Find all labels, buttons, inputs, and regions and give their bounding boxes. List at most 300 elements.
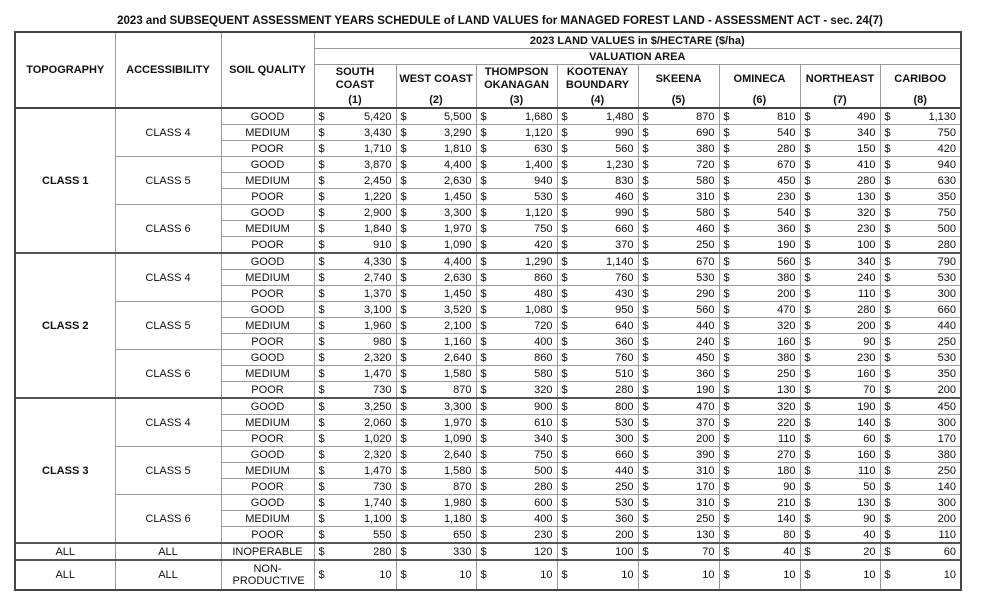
currency-symbol: $ — [396, 511, 410, 527]
currency-symbol: $ — [880, 479, 894, 495]
land-value-cell: 810 — [733, 108, 800, 125]
currency-symbol: $ — [314, 527, 328, 544]
soil-quality-cell: GOOD — [221, 495, 314, 511]
land-value-cell: 340 — [814, 125, 880, 141]
land-value-cell: 900 — [490, 398, 557, 415]
land-value-cell: 100 — [571, 543, 638, 560]
currency-symbol: $ — [880, 560, 894, 590]
land-value-cell: 1,450 — [410, 286, 476, 302]
currency-symbol: $ — [880, 221, 894, 237]
area-header — [880, 65, 961, 94]
land-value-cell: 280 — [571, 382, 638, 399]
land-value-cell: 370 — [571, 237, 638, 254]
currency-symbol: $ — [314, 560, 328, 590]
land-value-cell: 540 — [733, 125, 800, 141]
currency-symbol: $ — [476, 560, 490, 590]
currency-symbol: $ — [719, 173, 733, 189]
land-value-cell: 860 — [490, 270, 557, 286]
currency-symbol: $ — [557, 560, 571, 590]
land-value-cell: 1,810 — [410, 141, 476, 157]
land-value-cell: 1,580 — [410, 463, 476, 479]
currency-symbol: $ — [880, 334, 894, 350]
currency-symbol: $ — [719, 189, 733, 205]
currency-symbol: $ — [638, 366, 652, 382]
currency-symbol: $ — [396, 350, 410, 366]
currency-symbol: $ — [557, 253, 571, 270]
currency-symbol: $ — [557, 125, 571, 141]
soil-quality-cell: POOR — [221, 189, 314, 205]
soil-quality-cell: GOOD — [221, 253, 314, 270]
currency-symbol: $ — [880, 286, 894, 302]
currency-symbol: $ — [800, 334, 814, 350]
land-value-cell: 1,970 — [410, 221, 476, 237]
soil-quality-cell: MEDIUM — [221, 125, 314, 141]
currency-symbol: $ — [880, 270, 894, 286]
land-value-cell: 990 — [571, 125, 638, 141]
currency-symbol: $ — [396, 415, 410, 431]
land-value-cell: 530 — [490, 189, 557, 205]
table-row — [15, 398, 961, 415]
land-value-cell: 200 — [652, 431, 719, 447]
currency-symbol: $ — [800, 527, 814, 544]
table-row — [15, 495, 961, 511]
currency-symbol: $ — [638, 543, 652, 560]
accessibility-cell: CLASS 5 — [115, 447, 221, 495]
header-valuation-area: VALUATION AREA — [314, 49, 961, 65]
land-value-cell: 500 — [894, 221, 961, 237]
land-value-cell: 280 — [894, 237, 961, 254]
currency-symbol: $ — [314, 366, 328, 382]
land-value-cell: 750 — [894, 125, 961, 141]
currency-symbol: $ — [314, 543, 328, 560]
header-topography: TOPOGRAPHY — [15, 32, 115, 108]
currency-symbol: $ — [638, 157, 652, 173]
currency-symbol: $ — [557, 479, 571, 495]
land-value-cell: 580 — [652, 173, 719, 189]
land-value-cell: 320 — [490, 382, 557, 399]
land-value-cell: 1,370 — [328, 286, 396, 302]
land-value-cell: 130 — [814, 495, 880, 511]
currency-symbol: $ — [880, 415, 894, 431]
land-value-cell: 3,250 — [328, 398, 396, 415]
currency-symbol: $ — [396, 221, 410, 237]
soil-quality-cell: MEDIUM — [221, 415, 314, 431]
land-value-cell: 310 — [652, 495, 719, 511]
land-value-cell: 320 — [733, 318, 800, 334]
currency-symbol: $ — [800, 463, 814, 479]
land-value-cell: 830 — [571, 173, 638, 189]
currency-symbol: $ — [719, 350, 733, 366]
land-value-cell: 720 — [490, 318, 557, 334]
currency-symbol: $ — [880, 318, 894, 334]
currency-symbol: $ — [719, 270, 733, 286]
table-row — [15, 302, 961, 318]
land-value-cell: 110 — [733, 431, 800, 447]
currency-symbol: $ — [557, 527, 571, 544]
land-value-cell: 580 — [490, 366, 557, 382]
land-value-cell: 720 — [652, 157, 719, 173]
soil-quality-cell: GOOD — [221, 398, 314, 415]
accessibility-cell: ALL — [115, 543, 221, 560]
currency-symbol: $ — [800, 253, 814, 270]
currency-symbol: $ — [880, 511, 894, 527]
currency-symbol: $ — [800, 495, 814, 511]
area-number: (4) — [557, 93, 638, 108]
soil-quality-cell: GOOD — [221, 350, 314, 366]
land-value-cell: 80 — [733, 527, 800, 544]
currency-symbol: $ — [638, 141, 652, 157]
land-value-cell: 300 — [894, 495, 961, 511]
land-value-cell: 360 — [571, 511, 638, 527]
land-value-cell: 290 — [652, 286, 719, 302]
land-value-cell: 60 — [894, 543, 961, 560]
land-value-cell: 400 — [490, 334, 557, 350]
land-values-table — [14, 31, 962, 591]
land-value-cell: 370 — [652, 415, 719, 431]
land-value-cell: 230 — [814, 221, 880, 237]
currency-symbol: $ — [476, 173, 490, 189]
land-value-cell: 300 — [894, 286, 961, 302]
currency-symbol: $ — [638, 495, 652, 511]
currency-symbol: $ — [638, 350, 652, 366]
currency-symbol: $ — [476, 479, 490, 495]
area-number: (2) — [396, 93, 476, 108]
currency-symbol: $ — [638, 527, 652, 544]
currency-symbol: $ — [638, 398, 652, 415]
land-value-cell: 280 — [814, 173, 880, 189]
land-value-cell: 10 — [652, 560, 719, 590]
land-value-cell: 530 — [652, 270, 719, 286]
land-value-cell: 230 — [490, 527, 557, 544]
land-value-cell: 550 — [328, 527, 396, 544]
land-value-cell: 190 — [814, 398, 880, 415]
currency-symbol: $ — [396, 108, 410, 125]
land-value-cell: 990 — [571, 205, 638, 221]
area-header — [719, 65, 800, 94]
currency-symbol: $ — [476, 415, 490, 431]
currency-symbol: $ — [396, 286, 410, 302]
land-value-cell: 310 — [652, 463, 719, 479]
land-value-cell: 380 — [652, 141, 719, 157]
land-value-cell: 1,160 — [410, 334, 476, 350]
land-value-cell: 230 — [733, 189, 800, 205]
currency-symbol: $ — [476, 302, 490, 318]
currency-symbol: $ — [476, 334, 490, 350]
land-value-cell: 670 — [733, 157, 800, 173]
land-value-cell: 240 — [814, 270, 880, 286]
currency-symbol: $ — [638, 189, 652, 205]
currency-symbol: $ — [476, 286, 490, 302]
currency-symbol: $ — [557, 350, 571, 366]
currency-symbol: $ — [800, 398, 814, 415]
currency-symbol: $ — [880, 543, 894, 560]
currency-symbol: $ — [719, 366, 733, 382]
currency-symbol: $ — [880, 237, 894, 254]
currency-symbol: $ — [800, 125, 814, 141]
land-value-cell: 200 — [571, 527, 638, 544]
land-value-cell: 760 — [571, 270, 638, 286]
currency-symbol: $ — [800, 415, 814, 431]
land-value-cell: 1,220 — [328, 189, 396, 205]
currency-symbol: $ — [396, 141, 410, 157]
currency-symbol: $ — [396, 189, 410, 205]
land-value-cell: 1,740 — [328, 495, 396, 511]
land-value-cell: 250 — [652, 511, 719, 527]
currency-symbol: $ — [314, 189, 328, 205]
header-accessibility: ACCESSIBILITY — [115, 32, 221, 108]
area-name-line1: CARIBOO — [894, 72, 947, 85]
currency-symbol: $ — [557, 447, 571, 463]
currency-symbol: $ — [800, 189, 814, 205]
land-value-cell: 560 — [652, 302, 719, 318]
land-value-cell: 530 — [571, 415, 638, 431]
land-value-cell: 440 — [652, 318, 719, 334]
currency-symbol: $ — [719, 398, 733, 415]
soil-quality-cell: GOOD — [221, 302, 314, 318]
table-row — [15, 205, 961, 221]
currency-symbol: $ — [557, 398, 571, 415]
accessibility-cell: CLASS 6 — [115, 205, 221, 254]
land-value-cell: 250 — [894, 334, 961, 350]
land-value-cell: 300 — [894, 415, 961, 431]
currency-symbol: $ — [476, 318, 490, 334]
land-value-cell: 1,480 — [571, 108, 638, 125]
currency-symbol: $ — [880, 157, 894, 173]
land-value-cell: 1,090 — [410, 431, 476, 447]
currency-symbol: $ — [800, 560, 814, 590]
land-value-cell: 3,300 — [410, 205, 476, 221]
land-value-cell: 120 — [490, 543, 557, 560]
land-value-cell: 200 — [733, 286, 800, 302]
land-value-cell: 10 — [328, 560, 396, 590]
currency-symbol: $ — [638, 318, 652, 334]
currency-symbol: $ — [476, 237, 490, 254]
currency-symbol: $ — [557, 431, 571, 447]
currency-symbol: $ — [800, 270, 814, 286]
currency-symbol: $ — [476, 511, 490, 527]
land-value-cell: 450 — [652, 350, 719, 366]
currency-symbol: $ — [557, 366, 571, 382]
land-value-cell: 490 — [814, 108, 880, 125]
land-value-cell: 280 — [814, 302, 880, 318]
currency-symbol: $ — [638, 302, 652, 318]
currency-symbol: $ — [719, 495, 733, 511]
currency-symbol: $ — [880, 205, 894, 221]
currency-symbol: $ — [638, 253, 652, 270]
land-value-cell: 40 — [733, 543, 800, 560]
currency-symbol: $ — [557, 318, 571, 334]
soil-quality-cell: GOOD — [221, 108, 314, 125]
currency-symbol: $ — [557, 205, 571, 221]
area-number: (3) — [476, 93, 557, 108]
currency-symbol: $ — [396, 366, 410, 382]
land-value-cell: 110 — [814, 286, 880, 302]
currency-symbol: $ — [557, 108, 571, 125]
currency-symbol: $ — [314, 511, 328, 527]
area-number: (7) — [800, 93, 880, 108]
land-value-cell: 650 — [410, 527, 476, 544]
currency-symbol: $ — [880, 366, 894, 382]
land-value-cell: 410 — [814, 157, 880, 173]
currency-symbol: $ — [880, 527, 894, 544]
table-row — [15, 157, 961, 173]
currency-symbol: $ — [476, 543, 490, 560]
land-value-cell: 4,330 — [328, 253, 396, 270]
land-value-cell: 240 — [652, 334, 719, 350]
land-value-cell: 1,960 — [328, 318, 396, 334]
land-value-cell: 420 — [894, 141, 961, 157]
currency-symbol: $ — [314, 253, 328, 270]
area-header — [314, 65, 396, 94]
land-value-cell: 940 — [490, 173, 557, 189]
land-value-cell: 1,290 — [490, 253, 557, 270]
currency-symbol: $ — [476, 447, 490, 463]
land-value-cell: 70 — [652, 543, 719, 560]
currency-symbol: $ — [880, 173, 894, 189]
currency-symbol: $ — [880, 398, 894, 415]
currency-symbol: $ — [638, 270, 652, 286]
area-header — [638, 65, 719, 94]
area-name-line2: COAST — [335, 79, 375, 91]
currency-symbol: $ — [719, 334, 733, 350]
land-value-cell: 1,680 — [490, 108, 557, 125]
land-value-cell: 1,230 — [571, 157, 638, 173]
land-value-cell: 530 — [894, 350, 961, 366]
land-value-cell: 160 — [733, 334, 800, 350]
soil-quality-cell: POOR — [221, 382, 314, 399]
currency-symbol: $ — [396, 205, 410, 221]
table-row — [15, 108, 961, 125]
land-value-cell: 470 — [733, 302, 800, 318]
accessibility-cell: CLASS 4 — [115, 398, 221, 447]
land-value-cell: 1,450 — [410, 189, 476, 205]
currency-symbol: $ — [800, 366, 814, 382]
land-value-cell: 160 — [814, 366, 880, 382]
currency-symbol: $ — [557, 334, 571, 350]
land-value-cell: 1,120 — [490, 205, 557, 221]
currency-symbol: $ — [476, 431, 490, 447]
land-value-cell: 730 — [328, 382, 396, 399]
land-value-cell: 610 — [490, 415, 557, 431]
land-value-cell: 130 — [814, 189, 880, 205]
land-value-cell: 1,980 — [410, 495, 476, 511]
land-value-cell: 2,630 — [410, 270, 476, 286]
area-name-line2: OKANAGAN — [484, 79, 549, 91]
currency-symbol: $ — [880, 431, 894, 447]
land-value-cell: 2,060 — [328, 415, 396, 431]
land-value-cell: 10 — [894, 560, 961, 590]
land-value-cell: 340 — [814, 253, 880, 270]
currency-symbol: $ — [638, 286, 652, 302]
land-value-cell: 450 — [733, 173, 800, 189]
land-value-cell: 980 — [328, 334, 396, 350]
currency-symbol: $ — [719, 108, 733, 125]
soil-quality-cell: GOOD — [221, 447, 314, 463]
currency-symbol: $ — [557, 495, 571, 511]
land-value-cell: 170 — [894, 431, 961, 447]
currency-symbol: $ — [314, 237, 328, 254]
currency-symbol: $ — [719, 302, 733, 318]
land-value-cell: 360 — [733, 221, 800, 237]
currency-symbol: $ — [396, 560, 410, 590]
currency-symbol: $ — [314, 173, 328, 189]
currency-symbol: $ — [800, 447, 814, 463]
area-name-line2: BOUNDARY — [565, 79, 630, 91]
currency-symbol: $ — [800, 286, 814, 302]
accessibility-cell: CLASS 5 — [115, 302, 221, 350]
land-value-cell: 270 — [733, 447, 800, 463]
land-value-cell: 750 — [490, 447, 557, 463]
land-value-cell: 250 — [571, 479, 638, 495]
currency-symbol: $ — [719, 543, 733, 560]
land-value-cell: 750 — [894, 205, 961, 221]
land-value-cell: 4,400 — [410, 253, 476, 270]
currency-symbol: $ — [557, 511, 571, 527]
currency-symbol: $ — [476, 189, 490, 205]
land-value-cell: 800 — [571, 398, 638, 415]
currency-symbol: $ — [476, 350, 490, 366]
land-value-cell: 1,080 — [490, 302, 557, 318]
land-value-cell: 350 — [894, 366, 961, 382]
land-value-cell: 380 — [894, 447, 961, 463]
land-value-cell: 1,020 — [328, 431, 396, 447]
land-value-cell: 5,420 — [328, 108, 396, 125]
currency-symbol: $ — [638, 431, 652, 447]
land-value-cell: 790 — [894, 253, 961, 270]
currency-symbol: $ — [476, 108, 490, 125]
currency-symbol: $ — [557, 302, 571, 318]
land-value-cell: 3,290 — [410, 125, 476, 141]
land-value-cell: 860 — [490, 350, 557, 366]
currency-symbol: $ — [880, 350, 894, 366]
land-value-cell: 530 — [894, 270, 961, 286]
currency-symbol: $ — [719, 125, 733, 141]
schedule-title: 2023 and SUBSEQUENT ASSESSMENT YEARS SCHEDULE of LAND VALUES for MANAGED FOREST LAND - ASSESSMENT ACT - sec. 24(7) — [117, 15, 883, 27]
currency-symbol: $ — [476, 270, 490, 286]
currency-symbol: $ — [396, 431, 410, 447]
currency-symbol: $ — [719, 479, 733, 495]
land-value-cell: 360 — [652, 366, 719, 382]
soil-quality-cell: POOR — [221, 431, 314, 447]
currency-symbol: $ — [396, 270, 410, 286]
currency-symbol: $ — [314, 350, 328, 366]
currency-symbol: $ — [800, 431, 814, 447]
land-value-cell: 500 — [490, 463, 557, 479]
land-value-cell: 640 — [571, 318, 638, 334]
land-value-cell: 250 — [652, 237, 719, 254]
currency-symbol: $ — [719, 221, 733, 237]
currency-symbol: $ — [314, 141, 328, 157]
currency-symbol: $ — [638, 334, 652, 350]
land-value-cell: 340 — [490, 431, 557, 447]
currency-symbol: $ — [396, 334, 410, 350]
currency-symbol: $ — [396, 463, 410, 479]
land-value-cell: 160 — [814, 447, 880, 463]
land-value-cell: 460 — [571, 189, 638, 205]
land-value-cell: 1,470 — [328, 463, 396, 479]
land-value-cell: 150 — [814, 141, 880, 157]
land-value-cell: 2,320 — [328, 350, 396, 366]
land-value-cell: 220 — [733, 415, 800, 431]
currency-symbol: $ — [719, 511, 733, 527]
currency-symbol: $ — [557, 543, 571, 560]
accessibility-cell: ALL — [115, 560, 221, 590]
land-value-cell: 330 — [410, 543, 476, 560]
currency-symbol: $ — [880, 189, 894, 205]
land-value-cell: 940 — [894, 157, 961, 173]
land-value-cell: 300 — [571, 431, 638, 447]
currency-symbol: $ — [396, 479, 410, 495]
